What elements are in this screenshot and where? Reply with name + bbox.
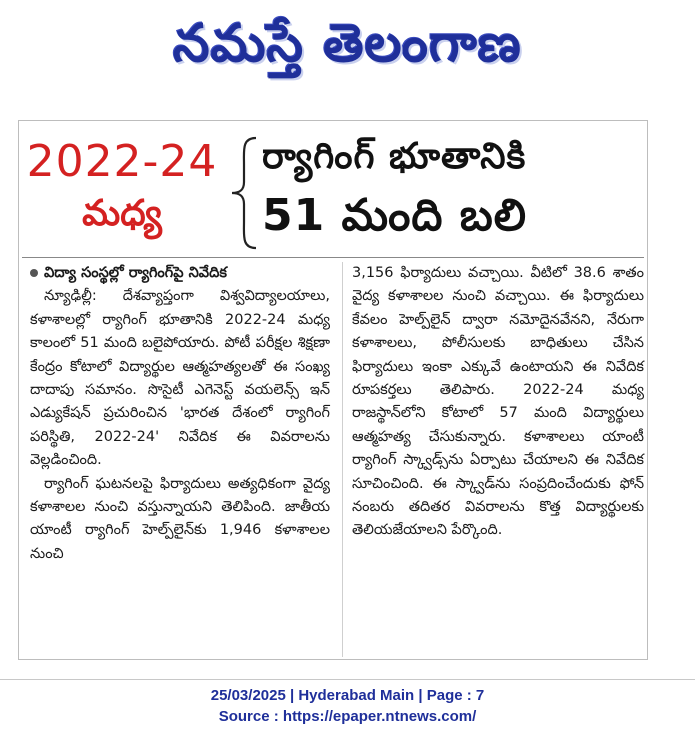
masthead	[0, 0, 695, 100]
bullet-icon	[30, 269, 38, 277]
brace-icon	[226, 134, 260, 252]
article-paragraph: 3,156 ఫిర్యాదులు వచ్చాయి. వీటిలో 38.6 శాతం వైద్య కళాశాలల నుంచి వచ్చాయి. ఈ ఫిర్యాదులు కేవలం హెల్ప్‌లైన్ ద్వారా నమోదైనవేనని, నేరుగా కళాశాలలు, పోలీసులకు బాధితులు చేసిన ఫిర్యాదులు ఇంకా ఎక్కువే ఉంటాయని ఈ నివేదిక రూపకర్తలు తెలిపారు. 2022-24 మధ్య రాజస్థాన్‌లోని కోటాలో 57 మంది విద్యార్థులు ఆత్మహత్య చేసుకున్నారు. కళాశాలలు యాంటీ ర్యాగింగ్ స్క్వాడ్స్‌ను ఏర్పాటు చేయాలని ఈ నివేదిక సూచించింది. ఈ స్క్వాడ్‌ను సంప్రదించేందుకు ఫోన్ నంబరు తదితర వివరాలను కొత్త విద్యార్థులకు తెలియజేయాలని పేర్కొంది.	[352, 265, 644, 539]
headline-left	[22, 138, 222, 236]
footer-rule	[0, 679, 695, 680]
article-column-right	[352, 262, 644, 543]
footer-date-line: 25/03/2025 | Hyderabad Main | Page : 7	[210, 687, 485, 704]
article-kicker	[30, 262, 330, 285]
footer	[0, 685, 695, 727]
headline-years: 2022-24	[26, 136, 218, 187]
headline-between: మధ్య	[82, 193, 162, 234]
article-paragraph: ర్యాగింగ్ ఘటనలపై ఫిర్యాదులు అత్యధికంగా వైద్య కళాశాలల నుంచి వస్తున్నాయని తెలిపింది. జాతీయ యాంటీ ర్యాగింగ్ హెల్ప్‌లైన్‌కు 1,946 కళాశాలల నుంచి	[30, 475, 330, 562]
headline-line2: 51 మంది బలి	[262, 190, 528, 241]
article-paragraph: న్యూఢిల్లీ: దేశవ్యాప్తంగా విశ్వవిద్యాలయాలు, కళాశాలల్లో ర్యాగింగ్ భూతానికి 2022-24 మధ్య కాలంలో 51 మంది బలైపోయారు. పోటీ పరీక్షల శిక్షణా కేంద్రం కోటాలో విద్యార్థుల ఆత్మహత్యలతో ఈ సంఖ్య దాదాపు సమానం. సొసైటీ ఎగెనెస్ట్ వయలెన్స్ ఇన్ ఎడ్యుకేషన్ ప్రచురించిన 'భారత దేశంలో ర్యాగింగ్ పరిస్థితి, 2022-24' నివేదిక ఈ వివరాలను వెల్లడించింది.	[30, 288, 330, 469]
headline-rule	[22, 257, 644, 258]
newspaper-logo: నమస్తే తెలంగాణ	[173, 13, 522, 74]
kicker-text: విద్యా సంస్థల్లో ర్యాగింగ్‌పై నివేదిక	[44, 265, 227, 281]
headline-line1: ర్యాగింగ్ భూతానికి	[262, 136, 527, 177]
article-column-left	[30, 262, 330, 566]
column-divider	[342, 262, 343, 657]
headline-right	[262, 132, 642, 246]
footer-source-line[interactable]: Source : https://epaper.ntnews.com/	[218, 708, 477, 725]
